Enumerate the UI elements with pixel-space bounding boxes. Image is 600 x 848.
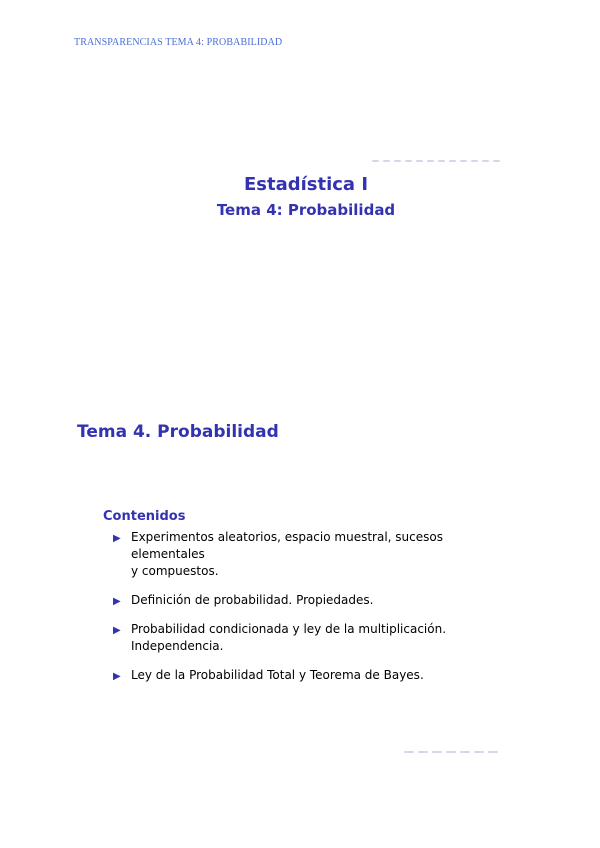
nav-dot	[438, 160, 445, 162]
contents-list	[112, 529, 512, 696]
nav-dot	[404, 751, 414, 753]
nav-dot	[372, 160, 379, 162]
nav-dot	[488, 751, 498, 753]
triangle-right-icon: ▶	[113, 533, 121, 544]
list-item-line: Probabilidad condicionada y ley de la multiplicación.	[131, 622, 447, 636]
nav-dot	[471, 160, 478, 162]
nav-dot	[474, 751, 484, 753]
contents-slide	[0, 410, 600, 770]
nav-dot	[493, 160, 500, 162]
list-item	[112, 529, 512, 580]
nav-dot	[449, 160, 456, 162]
nav-dot	[405, 160, 412, 162]
list-item-line: y compuestos.	[131, 564, 219, 578]
nav-dot	[432, 751, 442, 753]
list-item-line: Experimentos aleatorios, espacio muestral, sucesos elementales	[131, 530, 443, 561]
presentation-subtitle: Tema 4: Probabilidad	[216, 201, 396, 219]
nav-dot	[418, 751, 428, 753]
triangle-right-icon: ▶	[113, 625, 121, 636]
nav-dot	[416, 160, 423, 162]
nav-dot	[482, 160, 489, 162]
nav-dot	[394, 160, 401, 162]
list-item-line: Definición de probabilidad. Propiedades.	[131, 593, 374, 607]
nav-dot	[383, 160, 390, 162]
list-item	[112, 592, 512, 609]
frame-title: Tema 4. Probabilidad	[77, 422, 279, 442]
presentation-title: Estadística I	[243, 174, 369, 195]
nav-dot	[446, 751, 456, 753]
list-item	[112, 667, 512, 684]
nav-dot	[460, 751, 470, 753]
block-title: Contenidos	[103, 509, 186, 524]
triangle-right-icon: ▶	[113, 671, 121, 682]
nav-dot	[427, 160, 434, 162]
navigation-dots-icon	[372, 160, 500, 162]
title-slide	[0, 160, 600, 410]
nav-dot	[460, 160, 467, 162]
triangle-right-icon: ▶	[113, 596, 121, 607]
list-item-line: Independencia.	[131, 639, 224, 653]
running-header: TRANSPARENCIAS TEMA 4: PROBABILIDAD	[74, 37, 283, 48]
navigation-dots-icon	[404, 751, 498, 753]
list-item	[112, 621, 512, 655]
list-item-line: Ley de la Probabilidad Total y Teorema de Bayes.	[131, 668, 424, 682]
